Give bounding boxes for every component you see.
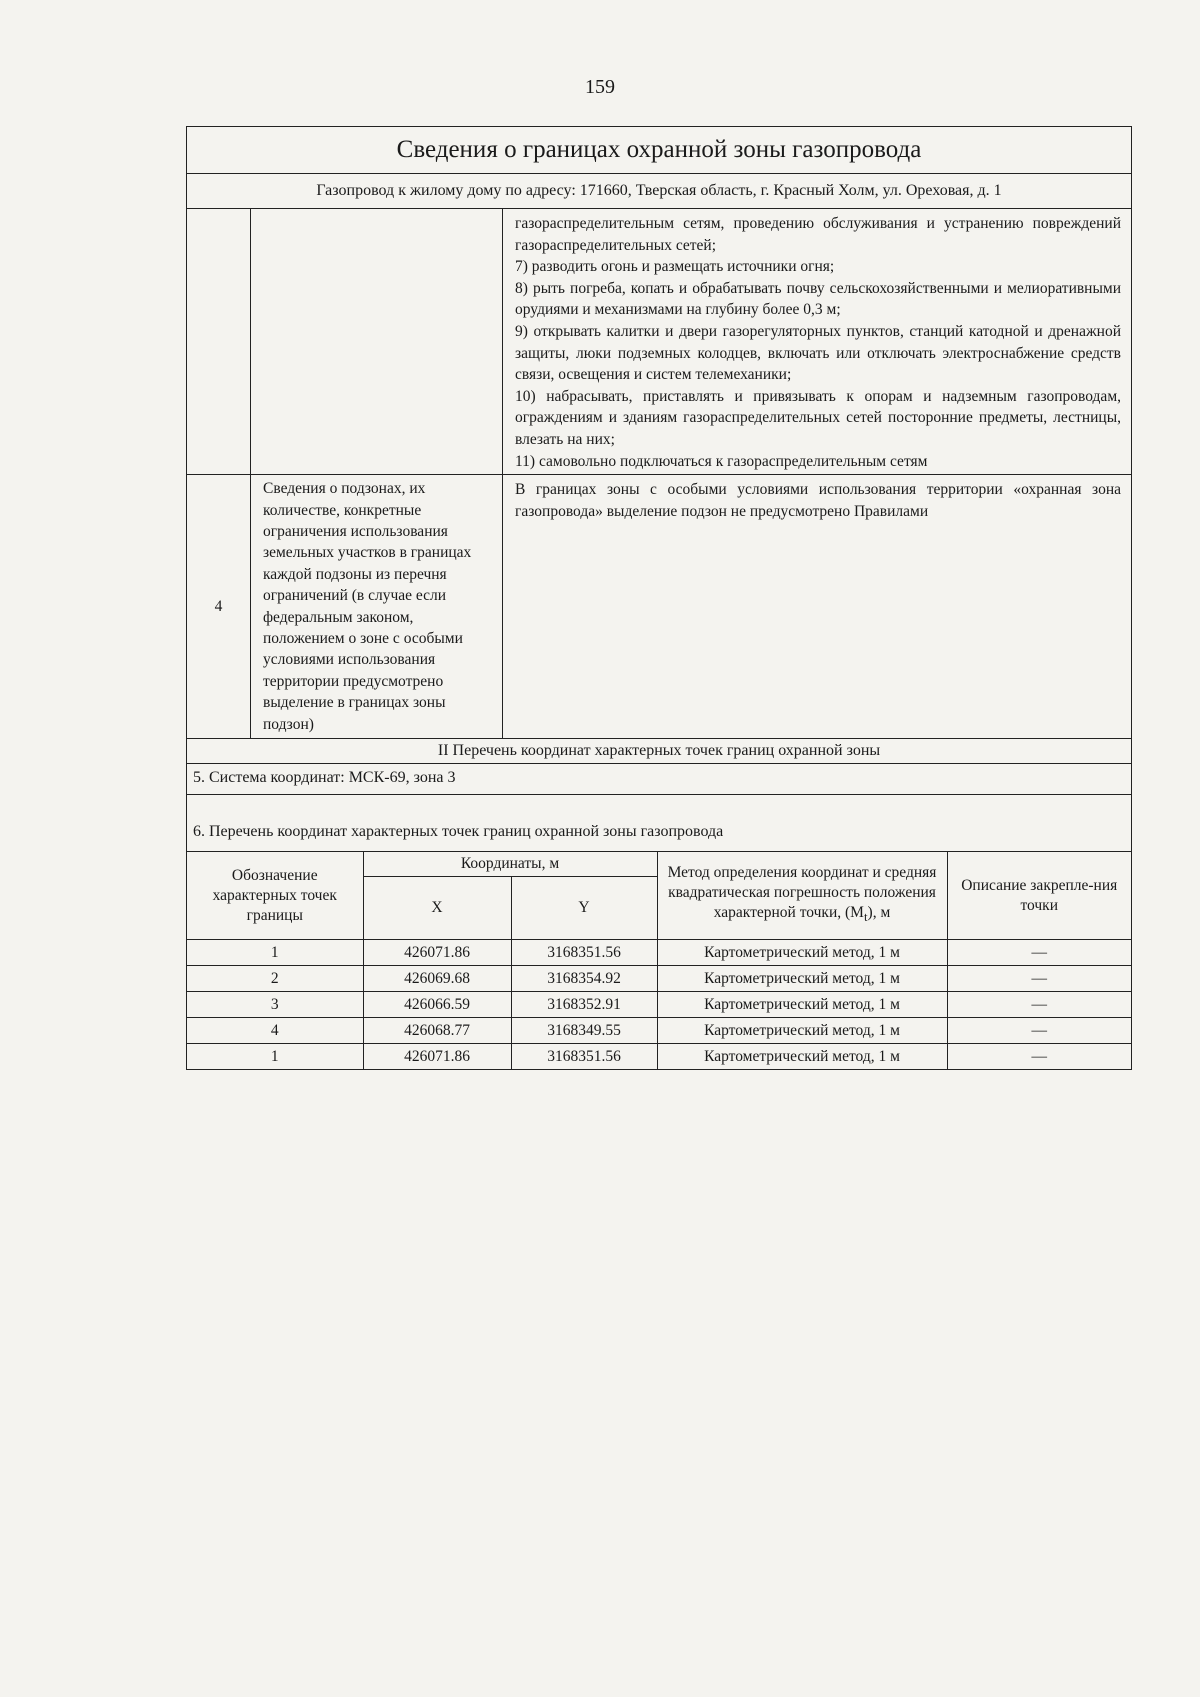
header-method: Метод определения координат и средняя квадратическая погрешность положения характерной точки, $(M_t)$, м	[657, 852, 947, 940]
point-cell: 1	[187, 940, 363, 966]
continuation-restrictions	[503, 209, 1131, 475]
table-row	[187, 966, 1131, 992]
point-cell: 3	[187, 992, 363, 1018]
x-cell: 426066.59	[363, 992, 511, 1018]
header-x: X	[363, 877, 511, 940]
table-row	[187, 940, 1131, 966]
page-number: 159	[585, 76, 615, 98]
continuation-label-cell	[251, 209, 503, 475]
restriction-line: 10) набрасывать, приставлять и привязывать к опорам и надземным газопроводам, ограждениям и зданиям газораспределительных сетей посторонние предметы, лестницы, влезать на них;	[515, 387, 1121, 448]
table-row	[187, 1044, 1131, 1070]
method-cell: Картометрический метод, 1 м	[657, 1018, 947, 1044]
header-y: Y	[511, 877, 657, 940]
header-description: Описание закрепле-ния точки	[947, 852, 1131, 940]
point-cell: 4	[187, 1018, 363, 1044]
row-4-value: В границах зоны с особыми условиями использования территории «охранная зона газопровода» выделение подзон не предусмотрено Правилами	[503, 475, 1131, 739]
coordinate-list-heading: 6. Перечень координат характерных точек границ охранной зоны газопровода	[193, 823, 724, 840]
y-cell: 3168352.91	[511, 992, 657, 1018]
method-cell: Картометрический метод, 1 м	[657, 1044, 947, 1070]
row-4-label: Сведения о подзонах, их количестве, конкретные ограничения использования земельных участков в границах каждой подзоны из перечня ограничений (в случае если федеральным законом, положением о зоне с особыми условиями использования территории предусмотрено выделение в границах зоны подзон)	[251, 475, 503, 739]
restriction-line: газораспределительным сетям, проведению обслуживания и устранению повреждений газораспределительных сетей;	[515, 215, 1121, 254]
restriction-line: 7) разводить огонь и размещать источники огня;	[515, 258, 835, 276]
restriction-line: 11) самовольно подключаться к газораспределительным сетям	[515, 452, 928, 470]
zone-sheet	[186, 126, 1132, 1070]
coordinates-table	[187, 851, 1131, 1069]
table-row	[187, 1018, 1131, 1044]
description-cell: —	[947, 966, 1131, 992]
x-cell: 426071.86	[363, 1044, 511, 1070]
section-2-heading: II Перечень координат характерных точек границ охранной зоны	[187, 739, 1131, 764]
point-cell: 2	[187, 966, 363, 992]
description-cell: —	[947, 940, 1131, 966]
x-cell: 426071.86	[363, 940, 511, 966]
point-cell: 1	[187, 1044, 363, 1070]
restrictions-grid	[187, 209, 1131, 739]
description-cell: —	[947, 1044, 1131, 1070]
description-cell: —	[947, 992, 1131, 1018]
y-cell: 3168354.92	[511, 966, 657, 992]
coordinate-system: 5. Система координат: МСК-69, зона 3	[187, 764, 1131, 795]
method-cell: Картометрический метод, 1 м	[657, 940, 947, 966]
table-row	[187, 992, 1131, 1018]
gas-pipeline-address: Газопровод к жилому дому по адресу: 171660, Тверская область, г. Красный Холм, ул. Ореховая, д. 1	[187, 174, 1131, 209]
description-cell: —	[947, 1018, 1131, 1044]
method-cell: Картометрический метод, 1 м	[657, 966, 947, 992]
y-cell: 3168349.55	[511, 1018, 657, 1044]
x-cell: 426069.68	[363, 966, 511, 992]
restriction-line: 8) рыть погреба, копать и обрабатывать почву сельскохозяйственными и мелиоративными орудиями и механизмами на глубину более 0,3 м;	[515, 279, 1121, 319]
continuation-number-cell	[187, 209, 251, 475]
method-cell: Картометрический метод, 1 м	[657, 992, 947, 1018]
y-cell: 3168351.56	[511, 940, 657, 966]
header-coords: Координаты, м	[363, 852, 657, 877]
document-title: Сведения о границах охранной зоны газопровода	[187, 127, 1131, 174]
row-4-number: 4	[187, 475, 251, 739]
header-point: Обозначение характерных точек границы	[187, 852, 363, 940]
y-cell: 3168351.56	[511, 1044, 657, 1070]
restriction-line: 9) открывать калитки и двери газорегуляторных пунктов, станций катодной и дренажной защиты, люки подземных колодцев, включать или отключать электроснабжение средств связи, освещения и систем телемеханики;	[515, 322, 1121, 384]
x-cell: 426068.77	[363, 1018, 511, 1044]
